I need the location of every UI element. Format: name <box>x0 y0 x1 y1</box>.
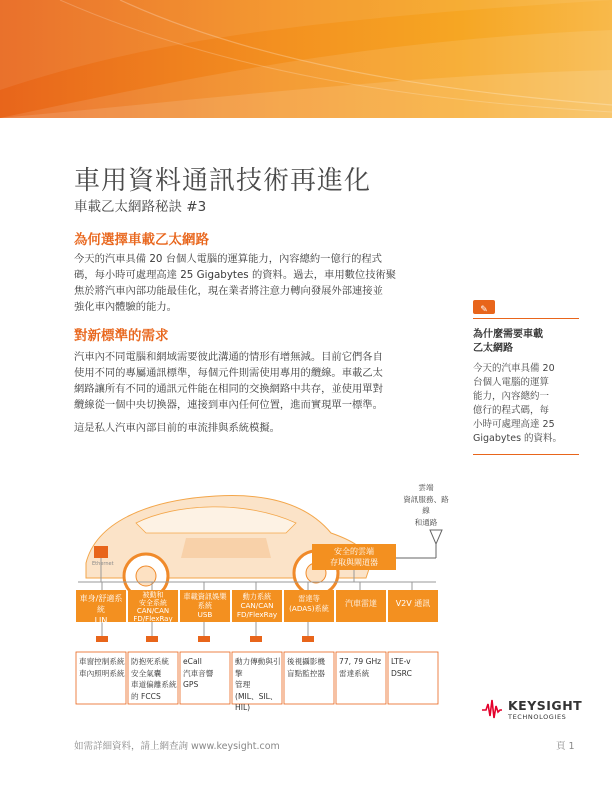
section1-heading: 為何選擇車載乙太網路 <box>74 232 209 248</box>
detail-line: 車窗控制系統 <box>79 657 125 666</box>
logo-tagline: TECHNOLOGIES <box>508 713 567 721</box>
domain-label <box>76 593 126 626</box>
detail-text <box>339 656 385 679</box>
gateway-label <box>312 546 396 568</box>
sidebar-callout <box>473 300 579 455</box>
paragraph-line: 使用不同的專屬通訊標準，每個元件則需使用專用的纜線。車載乙太 <box>74 367 383 379</box>
detail-line: 後視攝影機 <box>287 657 325 666</box>
domain-label: 汽車雷達 <box>345 599 377 608</box>
cloud-label <box>402 482 450 528</box>
detail-line: 管理 <box>235 680 251 689</box>
gateway-label-line: 存取與閘道器 <box>330 558 378 567</box>
domain-label <box>180 592 230 619</box>
banner-waves <box>0 0 612 118</box>
sidebar-heading <box>473 328 579 356</box>
sidebar-text-line: 今天的汽車具備 20 <box>473 363 555 374</box>
detail-line: LTE-v <box>391 657 411 666</box>
section2-note: 這是私人汽車內部目前的車流排與系統模擬。 <box>74 422 280 434</box>
paragraph-line: 碼，每小時可處理高達 25 Gigabytes 的資料。過去，車用數位技術聚 <box>74 269 397 281</box>
header-banner <box>0 0 612 118</box>
paragraph-line: 汽車內不同電腦和網域需要彼此溝通的情形有增無減。目前它們各自 <box>74 351 383 363</box>
page-title: 車用資料通訊技術再進化 <box>74 166 372 196</box>
detail-line: 安全氣囊 <box>131 668 162 678</box>
section2-heading: 對新標準的需求 <box>74 328 169 344</box>
paragraph-line: 今天的汽車具備 20 台個人電腦的運算能力，內容總約一億行的程式 <box>74 253 382 265</box>
gateway-label-line: 安全的雲端 <box>334 547 374 556</box>
ethernet-switch-icon <box>94 546 108 558</box>
domain-label-line: 車載資訊娛樂 <box>183 592 227 601</box>
domain-label-line: 車身/舒適系統 <box>79 594 123 614</box>
logo-brand: KEYSIGHT <box>508 698 583 713</box>
domain-label <box>128 591 178 623</box>
domain-label-line: FD/FlexRay <box>236 610 278 619</box>
detail-text <box>391 656 437 679</box>
domain-label-line: 動力系統 <box>242 592 272 601</box>
detail-text <box>79 656 125 679</box>
sidebar-text-line: Gigabytes 的資料。 <box>473 433 563 444</box>
detail-line: eCall <box>183 657 202 666</box>
domain-label-line: CAN/CAN <box>240 601 274 610</box>
cloud-label-line: 和通路 <box>414 517 438 527</box>
detail-line: HIL) <box>235 703 251 712</box>
detail-line: 車內照明系統 <box>79 668 125 678</box>
sidebar-text-line: 能力，內容總約一 <box>473 391 550 402</box>
domain-label-line: 被動和 <box>142 591 164 599</box>
domain-label <box>232 592 282 619</box>
footer-link[interactable]: 如需詳細資料，請上網查詢 www.keysight.com <box>74 741 280 752</box>
detail-line: 防抱死系統 <box>131 657 169 666</box>
detail-text <box>287 656 333 679</box>
page-subtitle: 車載乙太網路秘訣 #3 <box>74 199 207 215</box>
detail-text <box>183 656 229 691</box>
cloud-label-line: 雲端 <box>418 483 434 492</box>
detail-line: 的 FCCS <box>131 691 161 701</box>
page-number: 頁 1 <box>556 741 575 752</box>
cloud-label-line: 資訊服務、路線 <box>403 494 449 515</box>
domain-label: V2V 通訊 <box>395 599 431 608</box>
paragraph-line: 焦於將汽車內部功能最佳化，現在業者將注意力轉向發展外部連接並 <box>74 285 383 297</box>
detail-line: GPS <box>183 680 199 689</box>
chat-icon <box>473 300 495 314</box>
sidebar-heading-line: 為什麼需要車載 <box>473 329 543 340</box>
domain-label-line: LIN <box>94 616 108 625</box>
paragraph-line: 網路讓所有不同的通訊元件能在相同的交換網路中共存，並使用單對 <box>74 383 383 395</box>
domain-label-line: (ADAS)系統 <box>289 604 329 613</box>
sidebar-text <box>473 362 579 446</box>
detail-text <box>235 656 281 714</box>
detail-line: 77, 79 GHz <box>339 657 382 666</box>
domain-label-line: 系統 <box>197 601 213 610</box>
domain-label-line: FD/FlexRay <box>133 615 173 623</box>
detail-line: 動力傳動與引擎 <box>235 657 281 678</box>
paragraph-line: 纜線從一個中央切換器，連接到車內任何位置，進而實現單一標準。 <box>74 399 383 411</box>
sidebar-text-line: 台個人電腦的運算 <box>473 377 550 388</box>
detail-line: 車道偏離系統 <box>131 680 177 689</box>
domain-label-line: USB <box>197 610 213 619</box>
antenna-icon <box>396 530 442 558</box>
detail-text <box>131 656 177 702</box>
detail-line: 雷達系統 <box>339 668 370 678</box>
paragraph-line: 強化車內體驗的能力。 <box>74 301 177 313</box>
ethernet-label: Ethernet <box>92 561 114 567</box>
sidebar-top-rule <box>473 318 579 319</box>
svg-text:✎: ✎ <box>480 305 488 315</box>
sidebar-heading-line: 乙太網路 <box>473 343 513 354</box>
domain-label-line: 安全系統 <box>139 599 167 607</box>
section1-paragraph <box>74 251 452 315</box>
keysight-logo <box>482 694 582 724</box>
domain-label <box>284 594 334 614</box>
architecture-diagram <box>66 478 449 712</box>
sidebar-text-line: 小時可處理高達 25 <box>473 419 555 430</box>
domain-label-line: CAN/CAN <box>136 607 170 615</box>
detail-line: 汽車音響 <box>183 668 214 678</box>
detail-line: (MIL、SIL、 <box>235 691 278 701</box>
sidebar-bottom-rule <box>473 454 579 455</box>
detail-line: 盲點監控器 <box>287 668 325 678</box>
sidebar-text-line: 億行的程式碼，每 <box>473 405 550 416</box>
section2-paragraph <box>74 349 452 413</box>
detail-line: DSRC <box>391 668 412 678</box>
domain-label-line: 雷達等 <box>298 594 320 603</box>
